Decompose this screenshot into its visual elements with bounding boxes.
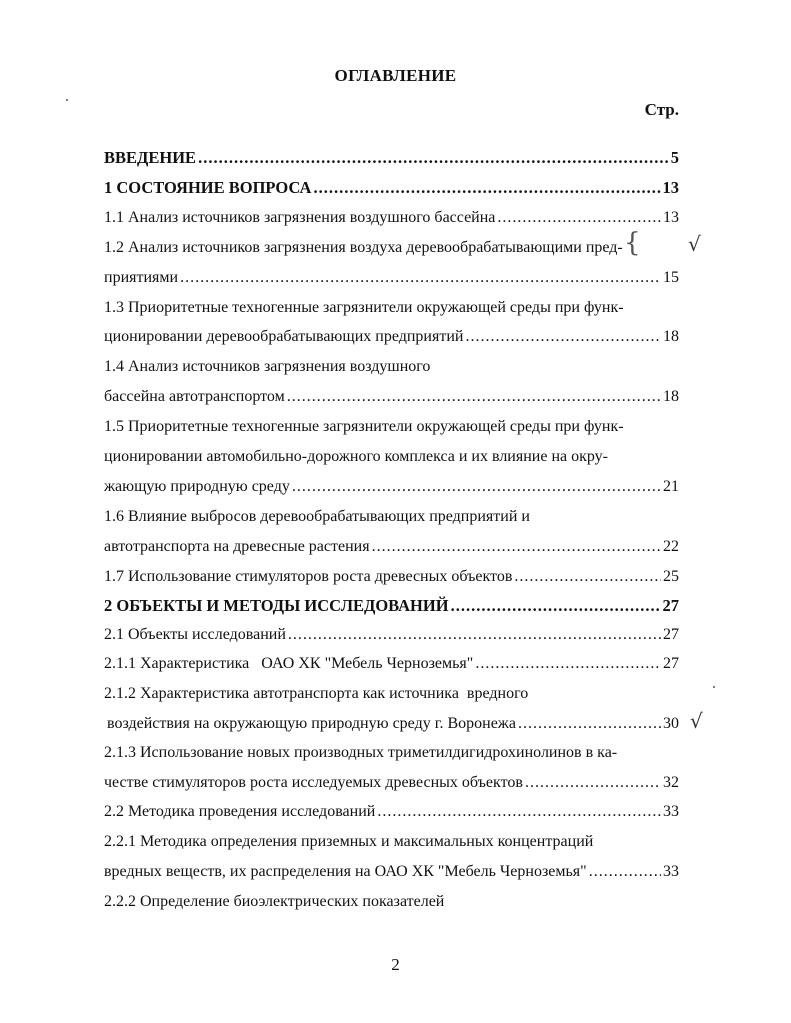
- toc-entry-page: 32: [663, 774, 679, 791]
- toc-entry-chapter-2[interactable]: [104, 595, 679, 617]
- toc-entry-1-1[interactable]: [104, 207, 679, 229]
- dot-leader: [287, 386, 661, 408]
- page-title: ОГЛАВЛЕНИЕ: [334, 66, 457, 85]
- toc-entry-page: 21: [663, 478, 679, 495]
- toc-entry-text: ционировании деревообрабатывающих предприятий: [104, 328, 464, 345]
- toc-entry-text: жающую природную среду: [104, 478, 290, 495]
- dot-leader: [514, 566, 661, 588]
- toc-entry-1-6-line-1[interactable]: 1.6 Влияние выбросов деревообрабатывающих предприятий и: [104, 508, 530, 525]
- toc-entry-page: 27: [663, 655, 679, 672]
- handwritten-check-icon: √: [690, 709, 703, 733]
- toc-entry-text: бассейна автотранспортом: [104, 388, 285, 405]
- toc-entry-page: 5: [670, 148, 679, 167]
- toc-entry-page: 18: [663, 388, 679, 405]
- toc-entry-2-2-1[interactable]: [104, 861, 679, 883]
- dot-leader: [465, 326, 661, 348]
- dot-leader: [497, 207, 661, 229]
- toc-entry-page: 33: [663, 803, 679, 820]
- scan-speck: [713, 686, 715, 688]
- toc-entry-2-2-2[interactable]: 2.2.2 Определение биоэлектрических показателей: [104, 893, 445, 910]
- dot-leader: [525, 772, 661, 794]
- handwritten-check-icon: √: [688, 232, 701, 256]
- toc-entry-1-5-line-2[interactable]: ционировании автомобильно-дорожного комплекса и их влияние на окру-: [104, 448, 608, 465]
- toc-entry-page: 13: [663, 209, 679, 226]
- toc-entry-text: 2.1.1 Характеристика ОАО ХК "Мебель Черноземья": [104, 655, 474, 672]
- toc-entry-2-1[interactable]: [104, 624, 679, 646]
- toc-entry-page: 25: [663, 568, 679, 585]
- toc-entry-1-6[interactable]: [104, 536, 679, 558]
- dot-leader: [372, 536, 661, 558]
- toc-entry-1-5[interactable]: [104, 476, 679, 498]
- toc-entry-page: 33: [663, 863, 679, 880]
- toc-entry-introduction[interactable]: [104, 147, 679, 169]
- toc-entry-text: честве стимуляторов роста исследуемых древесных объектов: [104, 774, 523, 791]
- toc-entry-2-2[interactable]: [104, 801, 679, 823]
- handwritten-brace-icon: {: [624, 228, 641, 258]
- dot-leader: [292, 476, 661, 498]
- page-number: 2: [391, 955, 400, 974]
- toc-entry-1-7[interactable]: [104, 566, 679, 588]
- dot-leader: [313, 177, 660, 199]
- toc-entry-1-2[interactable]: [104, 267, 679, 289]
- toc-entry-1-3-line-1[interactable]: 1.3 Приоритетные техногенные загрязнители окружающей среды при функ-: [104, 299, 624, 316]
- dot-leader: [288, 624, 661, 646]
- toc-entry-2-1-3-line-1[interactable]: 2.1.3 Использование новых производных триметилдигидрохинолинов в ка-: [104, 744, 618, 761]
- page-column-header: Стр.: [644, 100, 679, 119]
- toc-entry-page: 13: [662, 178, 679, 197]
- toc-entry-2-1-1[interactable]: [104, 653, 679, 675]
- toc-entry-2-2-1-line-1[interactable]: 2.2.1 Методика определения приземных и максимальных концентраций: [104, 833, 594, 850]
- toc-entry-page: 22: [663, 538, 679, 555]
- dot-leader: [589, 861, 661, 883]
- toc-entry-page: 27: [663, 626, 679, 643]
- toc-entry-text: 2.2 Методика проведения исследований: [104, 803, 376, 820]
- toc-entry-page: 30: [663, 715, 679, 732]
- dot-leader: [377, 801, 661, 823]
- toc-entry-text: приятиями: [104, 269, 179, 286]
- toc-entry-1-2-line-1[interactable]: 1.2 Анализ источников загрязнения воздуха деревообрабатывающими пред-: [104, 239, 623, 256]
- toc-entry-1-3[interactable]: [104, 326, 679, 348]
- toc-entry-2-1-2[interactable]: [107, 713, 679, 735]
- toc-entry-text: 2 ОБЪЕКТЫ И МЕТОДЫ ИССЛЕДОВАНИЙ: [104, 596, 449, 615]
- toc-entry-page: 27: [662, 596, 679, 615]
- toc-entry-text: вредных веществ, их распределения на ОАО ХК "Мебель Черноземья": [104, 863, 587, 880]
- toc-entry-page: 15: [663, 269, 679, 286]
- toc-entry-text: воздействия на окружающую природную среду г. Воронежа: [107, 715, 516, 732]
- toc-entry-text: 1.1 Анализ источников загрязнения воздушного бассейна: [104, 209, 496, 226]
- scan-speck: [66, 99, 68, 101]
- dot-leader: [518, 713, 661, 735]
- toc-entry-text: 1.7 Использование стимуляторов роста древесных объектов: [104, 568, 513, 585]
- toc-entry-1-4[interactable]: [104, 386, 679, 408]
- dot-leader: [451, 595, 661, 617]
- dot-leader: [198, 147, 669, 169]
- dot-leader: [180, 267, 661, 289]
- toc-entry-text: ВВЕДЕНИЕ: [104, 148, 197, 167]
- toc-entry-chapter-1[interactable]: [104, 177, 679, 199]
- toc-entry-text: 1 СОСТОЯНИЕ ВОПРОСА: [104, 178, 312, 197]
- toc-entry-1-5-line-1[interactable]: 1.5 Приоритетные техногенные загрязнители окружающей среды при функ-: [104, 418, 624, 435]
- toc-entry-1-4-line-1[interactable]: 1.4 Анализ источников загрязнения воздушного: [104, 358, 431, 375]
- toc-entry-2-1-3[interactable]: [104, 772, 679, 794]
- toc-entry-2-1-2-line-1[interactable]: 2.1.2 Характеристика автотранспорта как источника вредного: [104, 685, 529, 702]
- toc-entry-text: 2.1 Объекты исследований: [104, 626, 286, 643]
- dot-leader: [475, 653, 661, 675]
- toc-entry-page: 18: [663, 328, 679, 345]
- toc-entry-text: автотранспорта на древесные растения: [104, 538, 370, 555]
